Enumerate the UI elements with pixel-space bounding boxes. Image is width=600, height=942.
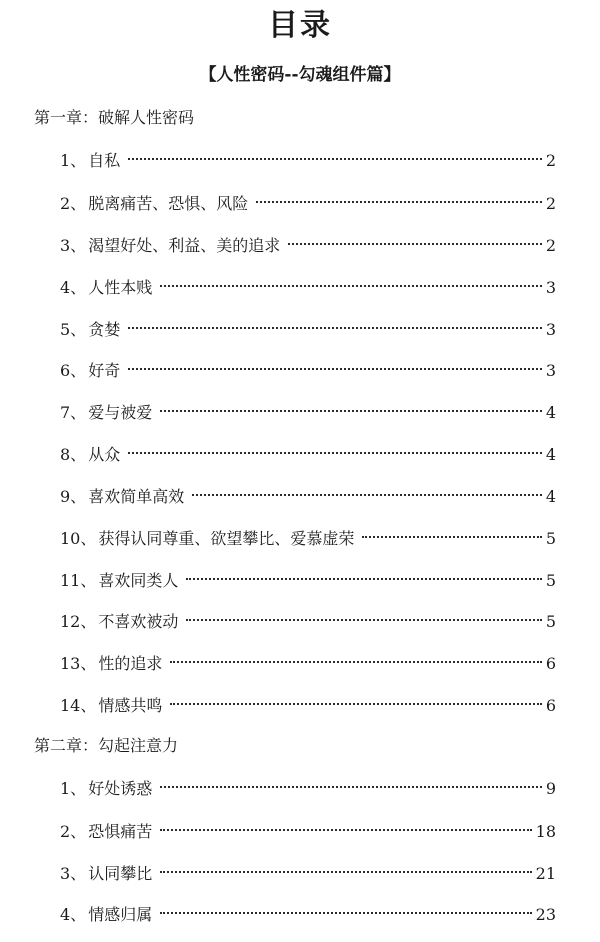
- toc-entry[interactable]: [60, 693, 556, 719]
- entry-label: 喜欢简单高效: [88, 487, 185, 506]
- chapter-2-heading: 第二章：勾起注意力: [34, 736, 179, 755]
- dot-leader: [160, 410, 542, 412]
- entry-label: 从众: [88, 445, 121, 464]
- entry-label: 好奇: [88, 361, 121, 380]
- entry-page-number: 21: [535, 864, 556, 883]
- dot-leader: [186, 578, 541, 580]
- toc-entry[interactable]: [60, 651, 556, 677]
- dot-leader: [186, 619, 541, 621]
- entry-label: 人性本贱: [88, 278, 153, 297]
- dot-leader: [288, 243, 542, 245]
- entry-page-number: 3: [545, 361, 556, 380]
- entry-label: 认同攀比: [88, 864, 153, 883]
- dot-leader: [256, 201, 542, 203]
- entry-number: 14、: [60, 696, 97, 715]
- dot-leader: [192, 494, 542, 496]
- page-title: 目录: [268, 8, 332, 43]
- toc-entry[interactable]: [60, 358, 556, 384]
- dot-leader: [160, 285, 542, 287]
- entry-page-number: 9: [545, 779, 556, 798]
- entry-number: 7、: [60, 403, 87, 422]
- entry-number: 13、: [60, 654, 97, 673]
- entry-number: 6、: [60, 361, 87, 380]
- toc-entry[interactable]: [60, 442, 556, 468]
- entry-page-number: 2: [545, 236, 556, 255]
- entry-number: 3、: [60, 864, 87, 883]
- entry-label: 贪婪: [88, 320, 121, 339]
- entry-number: 3、: [60, 236, 87, 255]
- entry-page-number: 4: [545, 403, 556, 422]
- dot-leader: [128, 158, 542, 160]
- entry-page-number: 2: [545, 194, 556, 213]
- toc-entry[interactable]: [60, 819, 556, 845]
- dot-leader: [160, 786, 542, 788]
- toc-entry[interactable]: [60, 609, 556, 635]
- dot-leader: [128, 327, 542, 329]
- toc-entry[interactable]: [60, 191, 556, 217]
- entry-label: 渴望好处、利益、美的追求: [88, 236, 281, 255]
- entry-page-number: 6: [545, 654, 556, 673]
- entry-number: 8、: [60, 445, 87, 464]
- entry-label: 不喜欢被动: [98, 612, 179, 631]
- entry-label: 获得认同尊重、欲望攀比、爱慕虚荣: [98, 529, 355, 548]
- toc-entry[interactable]: [60, 484, 556, 510]
- chapter-1-heading: 第一章：破解人性密码: [34, 108, 195, 127]
- entry-page-number: 5: [545, 571, 556, 590]
- entry-page-number: 3: [545, 320, 556, 339]
- entry-label: 性的追求: [98, 654, 163, 673]
- entry-number: 2、: [60, 194, 87, 213]
- toc-entry[interactable]: [60, 902, 556, 928]
- toc-entry[interactable]: [60, 275, 556, 301]
- entry-label: 爱与被爱: [88, 403, 153, 422]
- entry-page-number: 3: [545, 278, 556, 297]
- entry-number: 12、: [60, 612, 97, 631]
- entry-page-number: 4: [545, 445, 556, 464]
- entry-page-number: 5: [545, 612, 556, 631]
- entry-label: 恐惧痛苦: [88, 822, 153, 841]
- entry-page-number: 2: [545, 151, 556, 170]
- entry-label: 脱离痛苦、恐惧、风险: [88, 194, 249, 213]
- dot-leader: [160, 829, 531, 831]
- toc-entry[interactable]: [60, 861, 556, 887]
- toc-entry[interactable]: [60, 148, 556, 174]
- toc-entry[interactable]: [60, 568, 556, 594]
- entry-label: 情感共鸣: [98, 696, 163, 715]
- dot-leader: [128, 452, 542, 454]
- toc-entry[interactable]: [60, 526, 556, 552]
- dot-leader: [170, 661, 541, 663]
- toc-entry[interactable]: [60, 233, 556, 259]
- entry-page-number: 23: [535, 905, 556, 924]
- entry-page-number: 18: [535, 822, 556, 841]
- entry-number: 5、: [60, 320, 87, 339]
- entry-number: 10、: [60, 529, 97, 548]
- toc-entry[interactable]: [60, 776, 556, 802]
- entry-page-number: 4: [545, 487, 556, 506]
- entry-number: 4、: [60, 278, 87, 297]
- entry-number: 4、: [60, 905, 87, 924]
- dot-leader: [362, 536, 541, 538]
- entry-number: 2、: [60, 822, 87, 841]
- toc-entry[interactable]: [60, 317, 556, 343]
- page-subtitle: 【人性密码--勾魂组件篇】: [199, 65, 401, 85]
- entry-number: 11、: [60, 571, 97, 590]
- toc-entry[interactable]: [60, 400, 556, 426]
- dot-leader: [160, 912, 531, 914]
- dot-leader: [128, 368, 542, 370]
- entry-label: 喜欢同类人: [98, 571, 179, 590]
- entry-number: 1、: [60, 779, 87, 798]
- entry-label: 自私: [88, 151, 121, 170]
- dot-leader: [160, 871, 531, 873]
- entry-number: 9、: [60, 487, 87, 506]
- entry-page-number: 5: [545, 529, 556, 548]
- dot-leader: [170, 703, 541, 705]
- entry-label: 情感归属: [88, 905, 153, 924]
- entry-number: 1、: [60, 151, 87, 170]
- entry-label: 好处诱惑: [88, 779, 153, 798]
- entry-page-number: 6: [545, 696, 556, 715]
